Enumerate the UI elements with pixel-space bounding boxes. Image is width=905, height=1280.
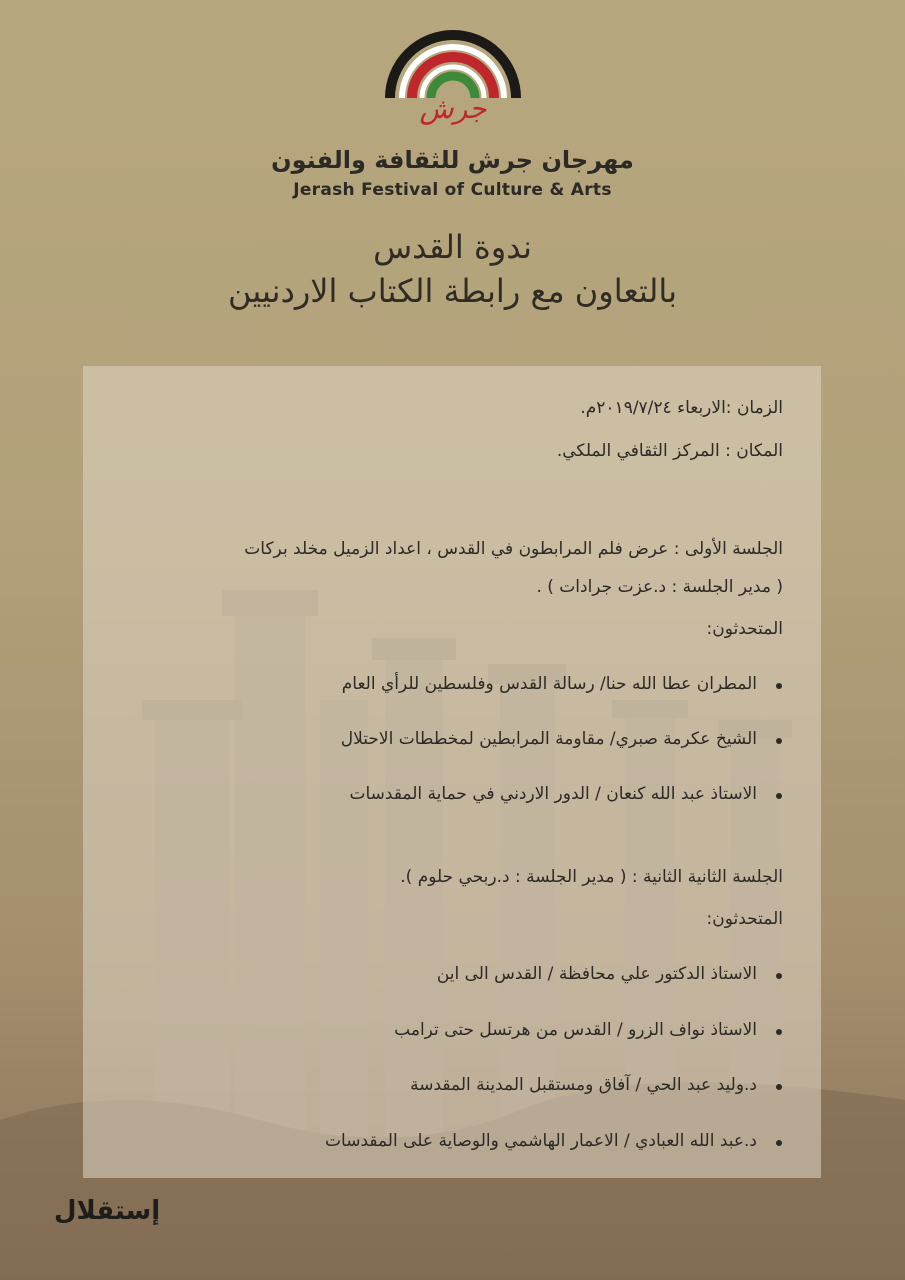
- istiqlal-watermark-logo: إستقلال: [54, 1196, 161, 1226]
- festival-name-arabic: مهرجان جرش للثقافة والفنون: [271, 146, 634, 174]
- bullet-icon: [776, 973, 782, 979]
- logo-calligraphy: جرش: [419, 92, 487, 125]
- bullet-icon: [776, 793, 782, 799]
- event-place: المكان : المركز الثقافي الملكي.: [556, 441, 783, 461]
- list-item: د.وليد عبد الحي / آفاق ومستقبل المدينة المقدسة: [410, 1075, 757, 1095]
- list-item: د.عبد الله العبادي / الاعمار الهاشمي والوصاية على المقدسات: [325, 1131, 757, 1151]
- bullet-icon: [776, 1029, 782, 1035]
- program-panel: [83, 366, 821, 1178]
- bullet-icon: [776, 1140, 782, 1146]
- list-item: الاستاذ نواف الزرو / القدس من هرتسل حتى ترامب: [394, 1020, 757, 1040]
- list-item: الاستاذ عبد الله كنعان / الدور الاردني في حماية المقدسات: [349, 784, 757, 804]
- list-item: الشيخ عكرمة صبري/ مقاومة المرابطين لمخططات الاحتلال: [340, 729, 757, 749]
- bullet-icon: [776, 1084, 782, 1090]
- festival-name-english: Jerash Festival of Culture & Arts: [293, 180, 612, 200]
- session2-heading: الجلسة الثانية الثانية : ( مدير الجلسة : د.ربحي حلوم ).: [400, 867, 783, 887]
- jerash-festival-logo: [384, 30, 522, 140]
- list-item: الاستاذ الدكتور علي محافظة / القدس الى اين: [436, 964, 757, 984]
- event-time: الزمان :الاربعاء ٢٠١٩/٧/٢٤م.: [580, 398, 783, 418]
- bullet-icon: [776, 683, 782, 689]
- session2-speakers-label: المتحدثون:: [706, 909, 783, 929]
- page-title: ندوة القدس: [373, 228, 532, 266]
- session1-speakers-label: المتحدثون:: [706, 619, 783, 639]
- list-item: المطران عطا الله حنا/ رسالة القدس وفلسطين للرأي العام: [341, 674, 757, 694]
- session1-moderator: ( مدير الجلسة : د.عزت جرادات ) .: [536, 577, 783, 597]
- bullet-icon: [776, 738, 782, 744]
- page-subtitle: بالتعاون مع رابطة الكتاب الاردنيين: [228, 272, 677, 310]
- session1-heading: الجلسة الأولى : عرض فلم المرابطون في القدس ، اعداد الزميل مخلد بركات: [244, 539, 783, 559]
